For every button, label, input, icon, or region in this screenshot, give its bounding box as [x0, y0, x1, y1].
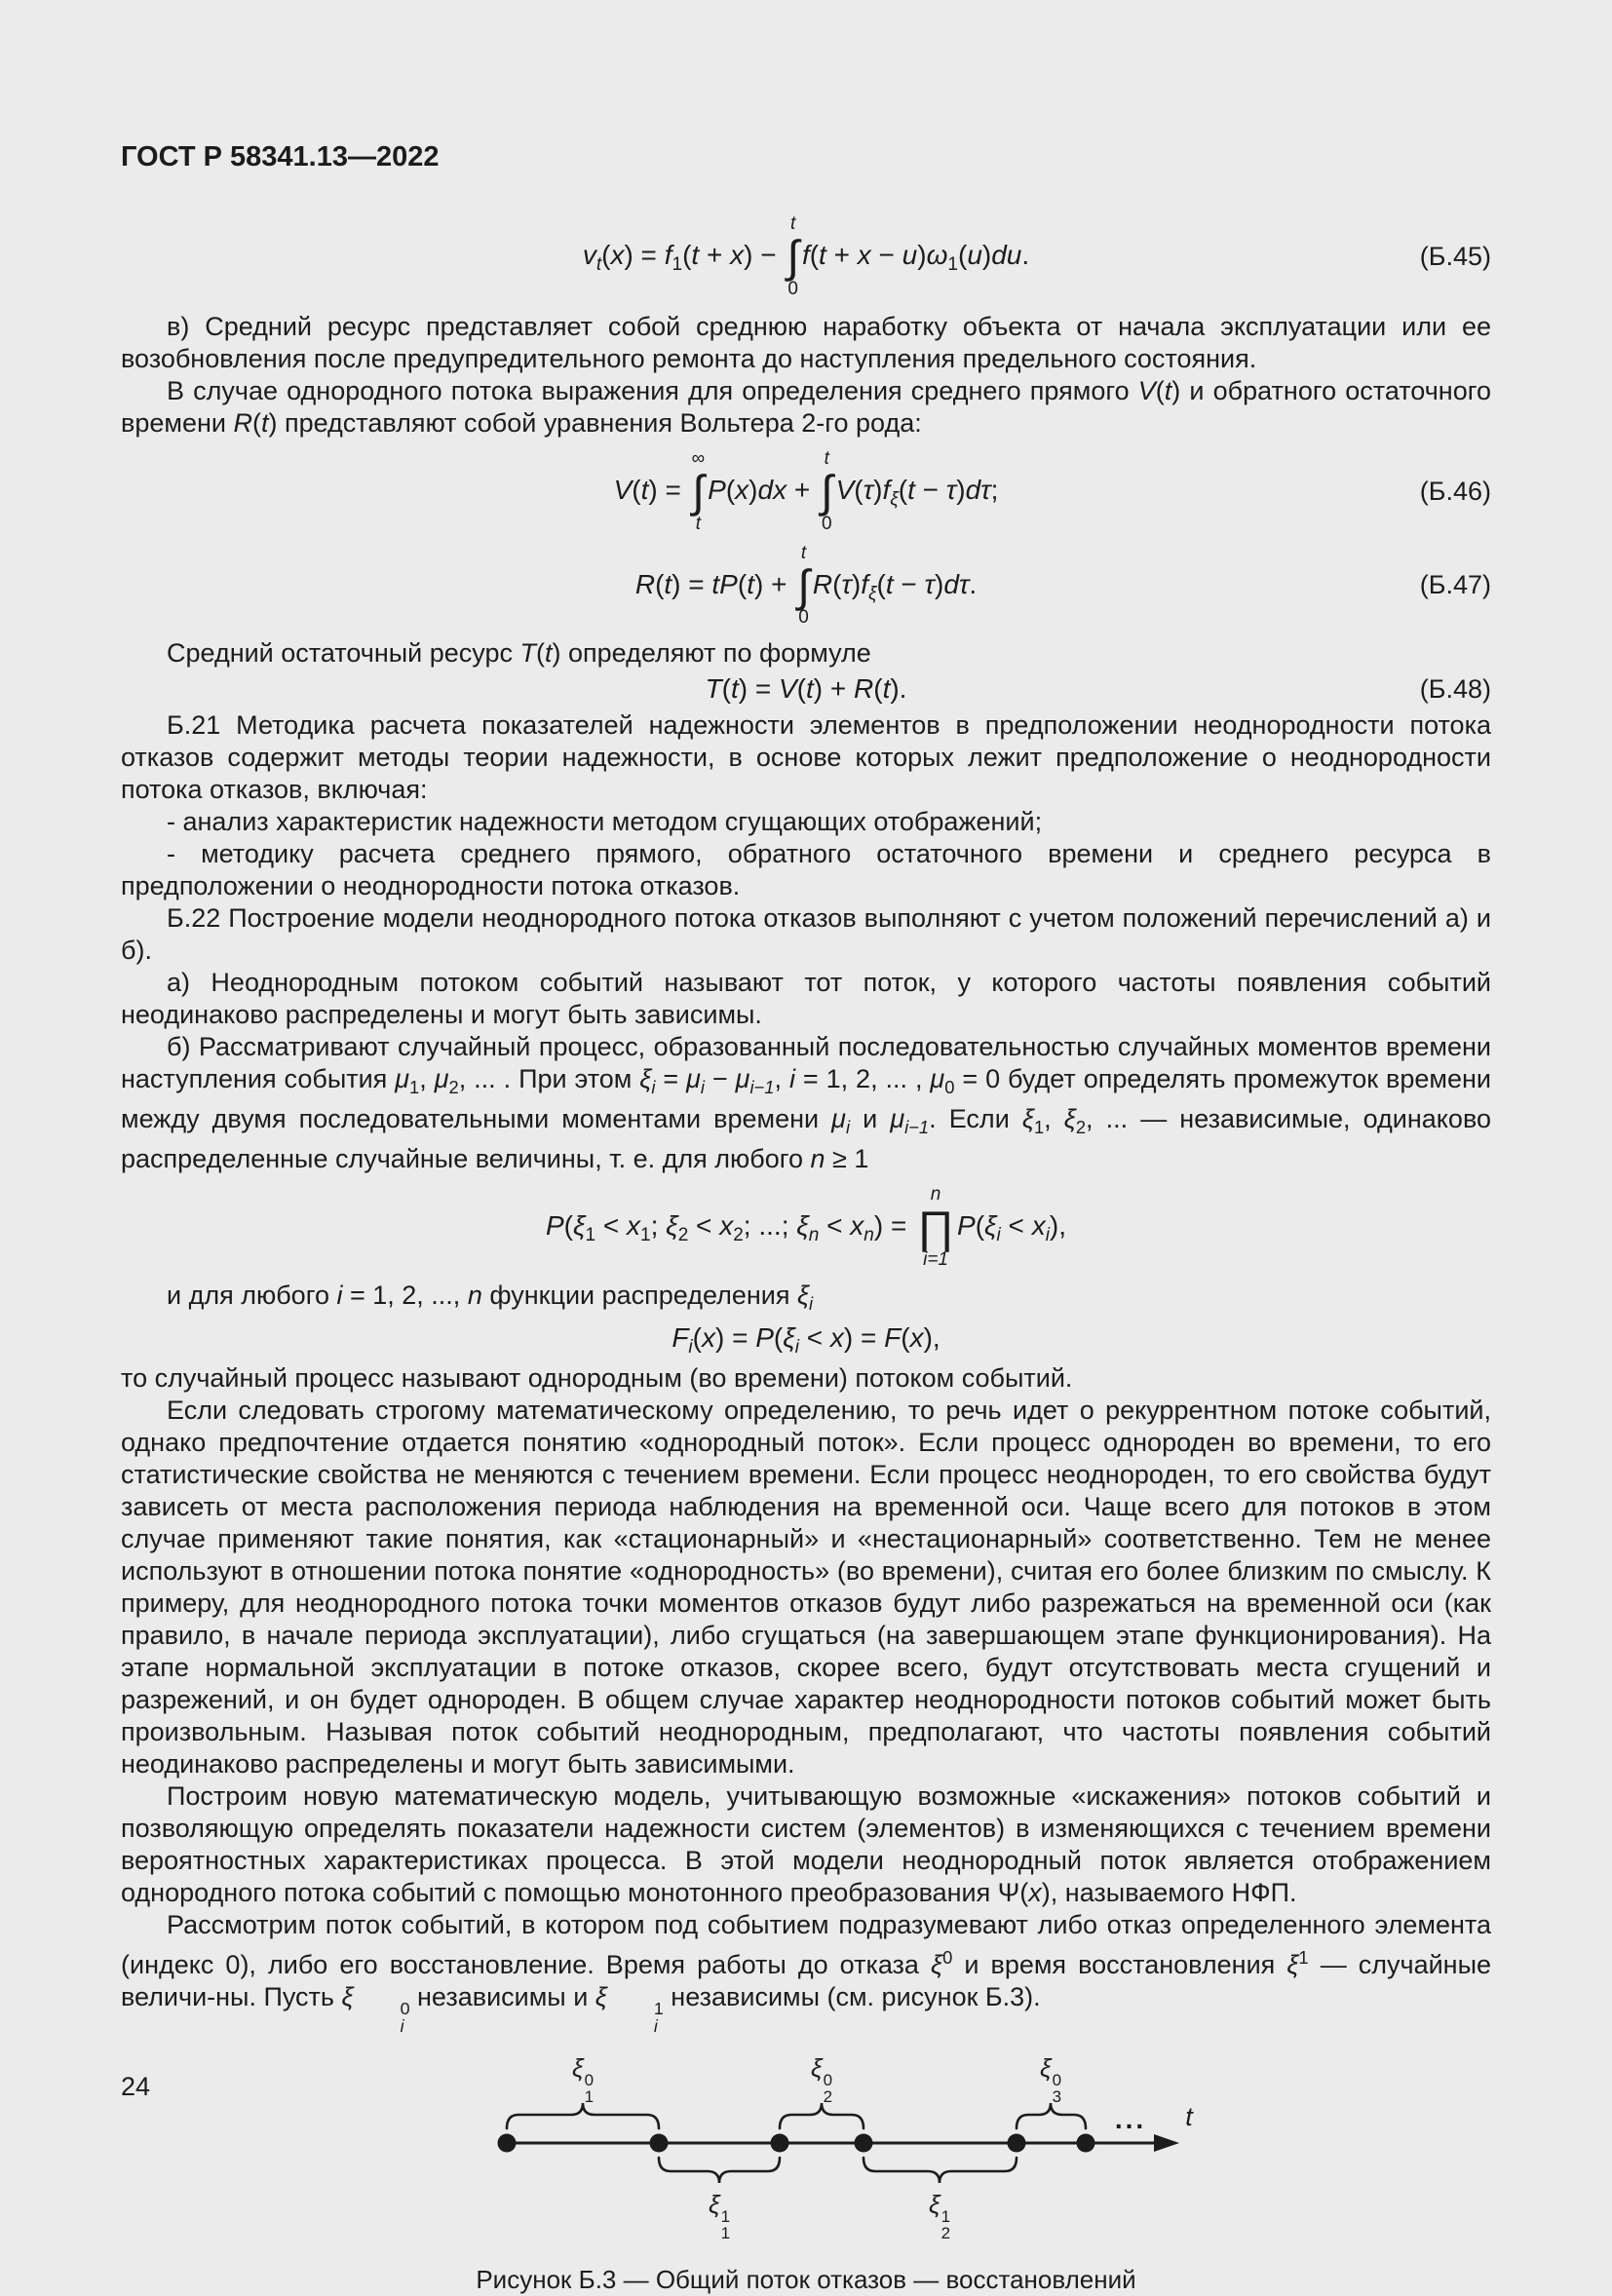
event-dot — [1077, 2134, 1095, 2153]
formula-distribution-body: $F_i(x) = P(\xi_i < x) = F(x)$, — [672, 1321, 940, 1358]
page-number: 24 — [121, 2072, 151, 2101]
para-strict-definition: Если следовать строгому математическому определению, то речь идет о рекуррентном потоке событий, однако предпочтение отдается понятию «однородный поток». Если процесс однороден во времени, то его статистические свойства не меняются с течением времени. Если процесс неоднороден, то его свойства будут зависеть от места расположения периода наблюдения на временной оси. Чаще всего для потоков в этом случае применяют такие понятия, как «стационарный» и «нестационарный» соответственно. Тем не менее используют в отношении потока понятие «однородность» (во времени), считая его более близким по смыслу. К примеру, для неоднородного потока точки моментов отказов будут либо разрежаться на временной оси (как правило, в начале периода эксплуатации), либо сгущаться (на завершающем этапе функционирования). На этапе нормальной эксплуатации в потоке отказов, скорее всего, будут отсутствовать места сгущений и разрежений, и он будет однороден. В общем случае характер неоднородности потоков событий может быть произвольным. Называя поток событий неоднородным, предполагают, что частоты появления событий неодинаково распределены и могут быть зависимыми. — [121, 1395, 1491, 1779]
ellipsis-label: ... — [1114, 2104, 1147, 2135]
para-average-resource: в) Средний ресурс представляет собой среднюю наработку объекта от начала эксплуатации или ее возобновления после предупредительного ремонта до наступления предельного состояния. — [121, 311, 1491, 373]
formula-b46-number: (Б.46) — [1419, 476, 1491, 506]
formula-b48 — [121, 673, 1491, 706]
document-header: ГОСТ Р 58341.13—2022 — [121, 141, 440, 172]
formula-b46-body: V(t) = ∞ ∫ t P(x)dx + t ∫ 0 $V(\tau)f_\xi(t - \tau)d\tau$; — [613, 447, 999, 534]
formula-b48-number: (Б.48) — [1419, 674, 1491, 705]
brace-top-2 — [780, 2103, 864, 2128]
figure-label-xi0-2: ξ 0 2 — [810, 2053, 833, 2106]
formula-product-body: $P(\xi_1 < x_1$; $\xi_2 < x_2$; ...; $\xi_n < x_n$) = n ∏ i=1 $P(\xi_i < x_i)$, — [545, 1184, 1067, 1270]
para-mean-residual: Средний остаточный ресурс T(t) определяют по формуле — [167, 638, 871, 669]
formula-b45-number: (Б.45) — [1419, 241, 1491, 271]
figure-label-xi1-2: ξ 1 2 — [928, 2190, 951, 2242]
list-item-analysis: - анализ характеристик надежности методом сгущающих отображений; — [167, 807, 1043, 837]
para-b22: Б.22 Построение модели неоднородного потока отказов выполняют с учетом положений перечислений а) и б). — [121, 903, 1491, 966]
event-dot — [771, 2134, 789, 2153]
brace-top-3 — [1017, 2103, 1086, 2128]
event-dot — [1008, 2134, 1026, 2153]
figure-label-xi1-1: ξ 1 1 — [708, 2190, 731, 2242]
event-dot — [855, 2134, 873, 2153]
formula-b45 — [121, 214, 1491, 299]
figure-b3 — [409, 2050, 1209, 2250]
event-dot — [650, 2134, 669, 2153]
event-dot — [498, 2134, 517, 2153]
formula-distribution — [121, 1323, 1491, 1358]
formula-b48-body: T(t) = V(t) + R(t). — [705, 673, 907, 705]
para-b21: Б.21 Методика расчета показателей надежности элементов в предположении неоднородности потока отказов содержит методы теории надежности, в основе которых лежит предположение о неоднородности потока отказов, включая: — [121, 710, 1491, 805]
brace-top-1 — [507, 2103, 659, 2128]
para-homogeneous-case: В случае однородного потока выражения для определения среднего прямого V(t) и обратного остаточного времени R(t) представляют собой уравнения Вольтера 2-го рода: — [121, 375, 1491, 438]
para-build-model: Построим новую математическую модель, учитывающую возможные «искажения» потоков событий и позволяющую определять показатели надежности систем (элементов) в изменяющихся с течением времени вероятностных характеристиках процесса. В этой модели неоднородный поток является отображением однородного потока событий с помощью монотонного преобразования Ψ(x), называемого НФП. — [121, 1780, 1491, 1907]
timeline-diagram — [409, 2050, 1209, 2250]
para-then-homogeneous: то случайный процесс называют однородным (во времени) потоком событий. — [121, 1362, 1073, 1393]
para-consider-flow: Рассмотрим поток событий, в котором под событием подразумевают либо отказ определенного элемента (индекс 0), либо его восстановление. Время работы до отказа $\xi^0$ и время восстановления $\xi^1$ — случайные величи-ны. Пусть ξ 0 i независимы и ξ 1 i независимы (см. рисунок Б.3). — [121, 1909, 1491, 2036]
list-item-method: - методику расчета среднего прямого, обратного остаточного времени и среднего ресурса в предположении о неоднородности потока отказов. — [121, 839, 1491, 901]
brace-bottom-1 — [659, 2158, 780, 2183]
para-for-any: и для любого i = 1, 2, ..., n функции распределения $\xi_i$ — [167, 1280, 814, 1314]
formula-b47-number: (Б.47) — [1419, 570, 1491, 600]
para-item-a: а) Неоднородным потоком событий называют тот поток, у которого частоты появления событий неодинаково распределены и могут быть зависимы. — [121, 968, 1491, 1030]
brace-bottom-2 — [864, 2158, 1017, 2183]
figure-caption: Рисунок Б.3 — Общий поток отказов — восстановлений — [476, 2265, 1136, 2295]
figure-label-xi0-3: ξ 0 3 — [1039, 2053, 1062, 2106]
figure-label-xi0-1: ξ 0 1 — [571, 2053, 595, 2106]
formula-b47-body: R(t) = tP(t) + t ∫ 0 $R(\tau)f_\xi(t - \tau)d\tau$. — [634, 542, 978, 629]
formula-product — [121, 1185, 1491, 1270]
formula-b46 — [121, 449, 1491, 534]
para-item-b: б) Рассматривают случайный процесс, образованный последовательностью случайных моментов времени наступления события $\mu_1$, $\mu_2$, ... . При этом $\xi_i = \mu_i - \mu_{i-1}$, i = 1, 2, ... , $\mu_0 = 0$ будет определять промежуток времени между двумя последовательными моментами времени $\mu_i$ и $\mu_{i-1}$. Если $\xi_1$, $\xi_2$, ... — независимые, одинаково распределенные случайные величины, т. е. для любого n ≥ 1 — [121, 1032, 1491, 1174]
axis-arrowhead — [1154, 2134, 1179, 2152]
formula-b45-body: $v_t(x) = f_1(t + x)$ − t ∫ 0 $f(t + x - u)\omega_1(u)du$. — [582, 213, 1030, 299]
time-axis-label: t — [1185, 2102, 1193, 2132]
formula-b47 — [121, 544, 1491, 629]
